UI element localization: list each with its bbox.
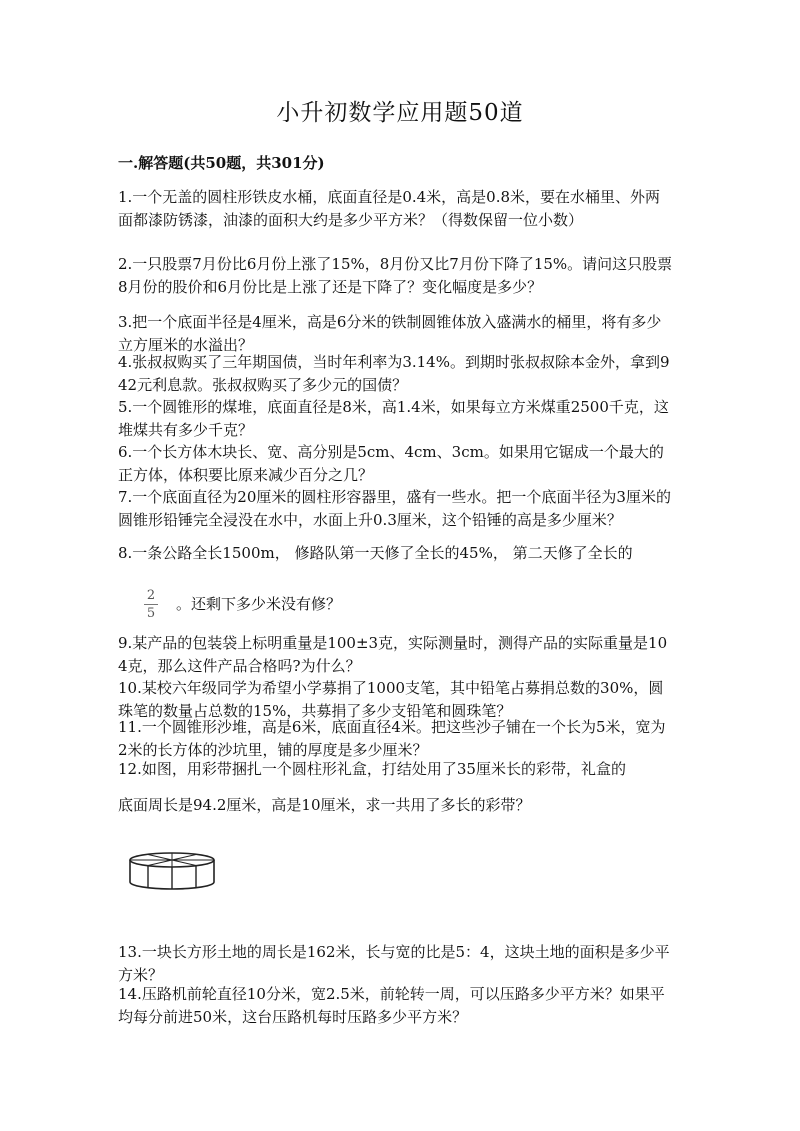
section-heading: 一.解答题(共50题，共301分) bbox=[118, 154, 325, 172]
question-13: 13.一块长方形土地的周长是162米，长与宽的比是5：4，这块土地的面积是多少平方米？ bbox=[118, 943, 670, 984]
question-8-fraction-line bbox=[140, 588, 540, 622]
gift-box-cylinder-figure bbox=[126, 850, 220, 892]
question-9: 9.某产品的包装袋上标明重量是100±3克，实际测量时，测得产品的实际重量是104克，那么这件产品合格吗?为什么？ bbox=[118, 634, 668, 675]
page-title: 小升初数学应用题50道 bbox=[276, 100, 524, 126]
question-5: 5.一个圆锥形的煤堆，底面直径是8米，高1.4米，如果每立方米煤重2500千克，这堆煤共有多少千克？ bbox=[118, 398, 669, 439]
fraction-numerator: 2 bbox=[146, 588, 156, 603]
question-12-continued: 底面周长是94.2厘米，高是10厘米，求一共用了多长的彩带？ bbox=[118, 796, 531, 814]
question-3: 3.把一个底面半径是4厘米，高是6分米的铁制圆锥体放入盛满水的桶里，将有多少立方厘米的水溢出？ bbox=[118, 313, 662, 354]
question-4: 4.张叔叔购买了三年期国债，当时年利率为3.14%。到期时张叔叔除本金外，拿到942元利息款。张叔叔购买了多少元的国债？ bbox=[118, 353, 670, 394]
question-7: 7.一个底面直径为20厘米的圆柱形容器里，盛有一些水。把一个底面半径为3厘米的圆锥形铅锤完全浸没在水中，水面上升0.3厘米，这个铅锤的高是多少厘米？ bbox=[118, 488, 671, 529]
question-6: 6.一个长方体木块长、宽、高分别是5cm、4cm、3cm。如果用它锯成一个最大的正方体，体积要比原来减少百分之几？ bbox=[118, 443, 664, 484]
question-11: 11.一个圆锥形沙堆，高是6米，底面直径4米。把这些沙子铺在一个长为5米，宽为2米的长方体的沙坑里，铺的厚度是多少厘米？ bbox=[118, 718, 666, 759]
question-8-rest: 。还剩下多少米没有修？ bbox=[176, 595, 342, 613]
question-14: 14.压路机前轮直径10分米，宽2.5米，前轮转一周，可以压路多少平方米？如果平均每分前进50米，这台压路机每时压路多少平方米？ bbox=[118, 985, 665, 1026]
question-1: 1.一个无盖的圆柱形铁皮水桶，底面直径是0.4米，高是0.8米，要在水桶里、外两面都漆防锈漆，油漆的面积大约是多少平方米？（得数保留一位小数） bbox=[118, 188, 661, 229]
fraction bbox=[144, 588, 158, 621]
question-8: 8.一条公路全长1500m， 修路队第一天修了全长的45%， 第二天修了全长的 bbox=[118, 544, 633, 562]
fraction-bar bbox=[144, 604, 158, 605]
question-12: 12.如图，用彩带捆扎一个圆柱形礼盒，打结处用了35厘米长的彩带，礼盒的 bbox=[118, 760, 626, 778]
question-2: 2.一只股票7月份比6月份上涨了15%，8月份又比7月份下降了15%。请问这只股票8月份的股价和6月份比是上涨了还是下降了？变化幅度是多少？ bbox=[118, 255, 673, 296]
fraction-denominator: 5 bbox=[146, 606, 156, 621]
question-10: 10.某校六年级同学为希望小学募捐了1000支笔，其中铅笔占募捐总数的30%，圆珠笔的数量占总数的15%，共募捐了多少支铅笔和圆珠笔？ bbox=[118, 679, 664, 720]
